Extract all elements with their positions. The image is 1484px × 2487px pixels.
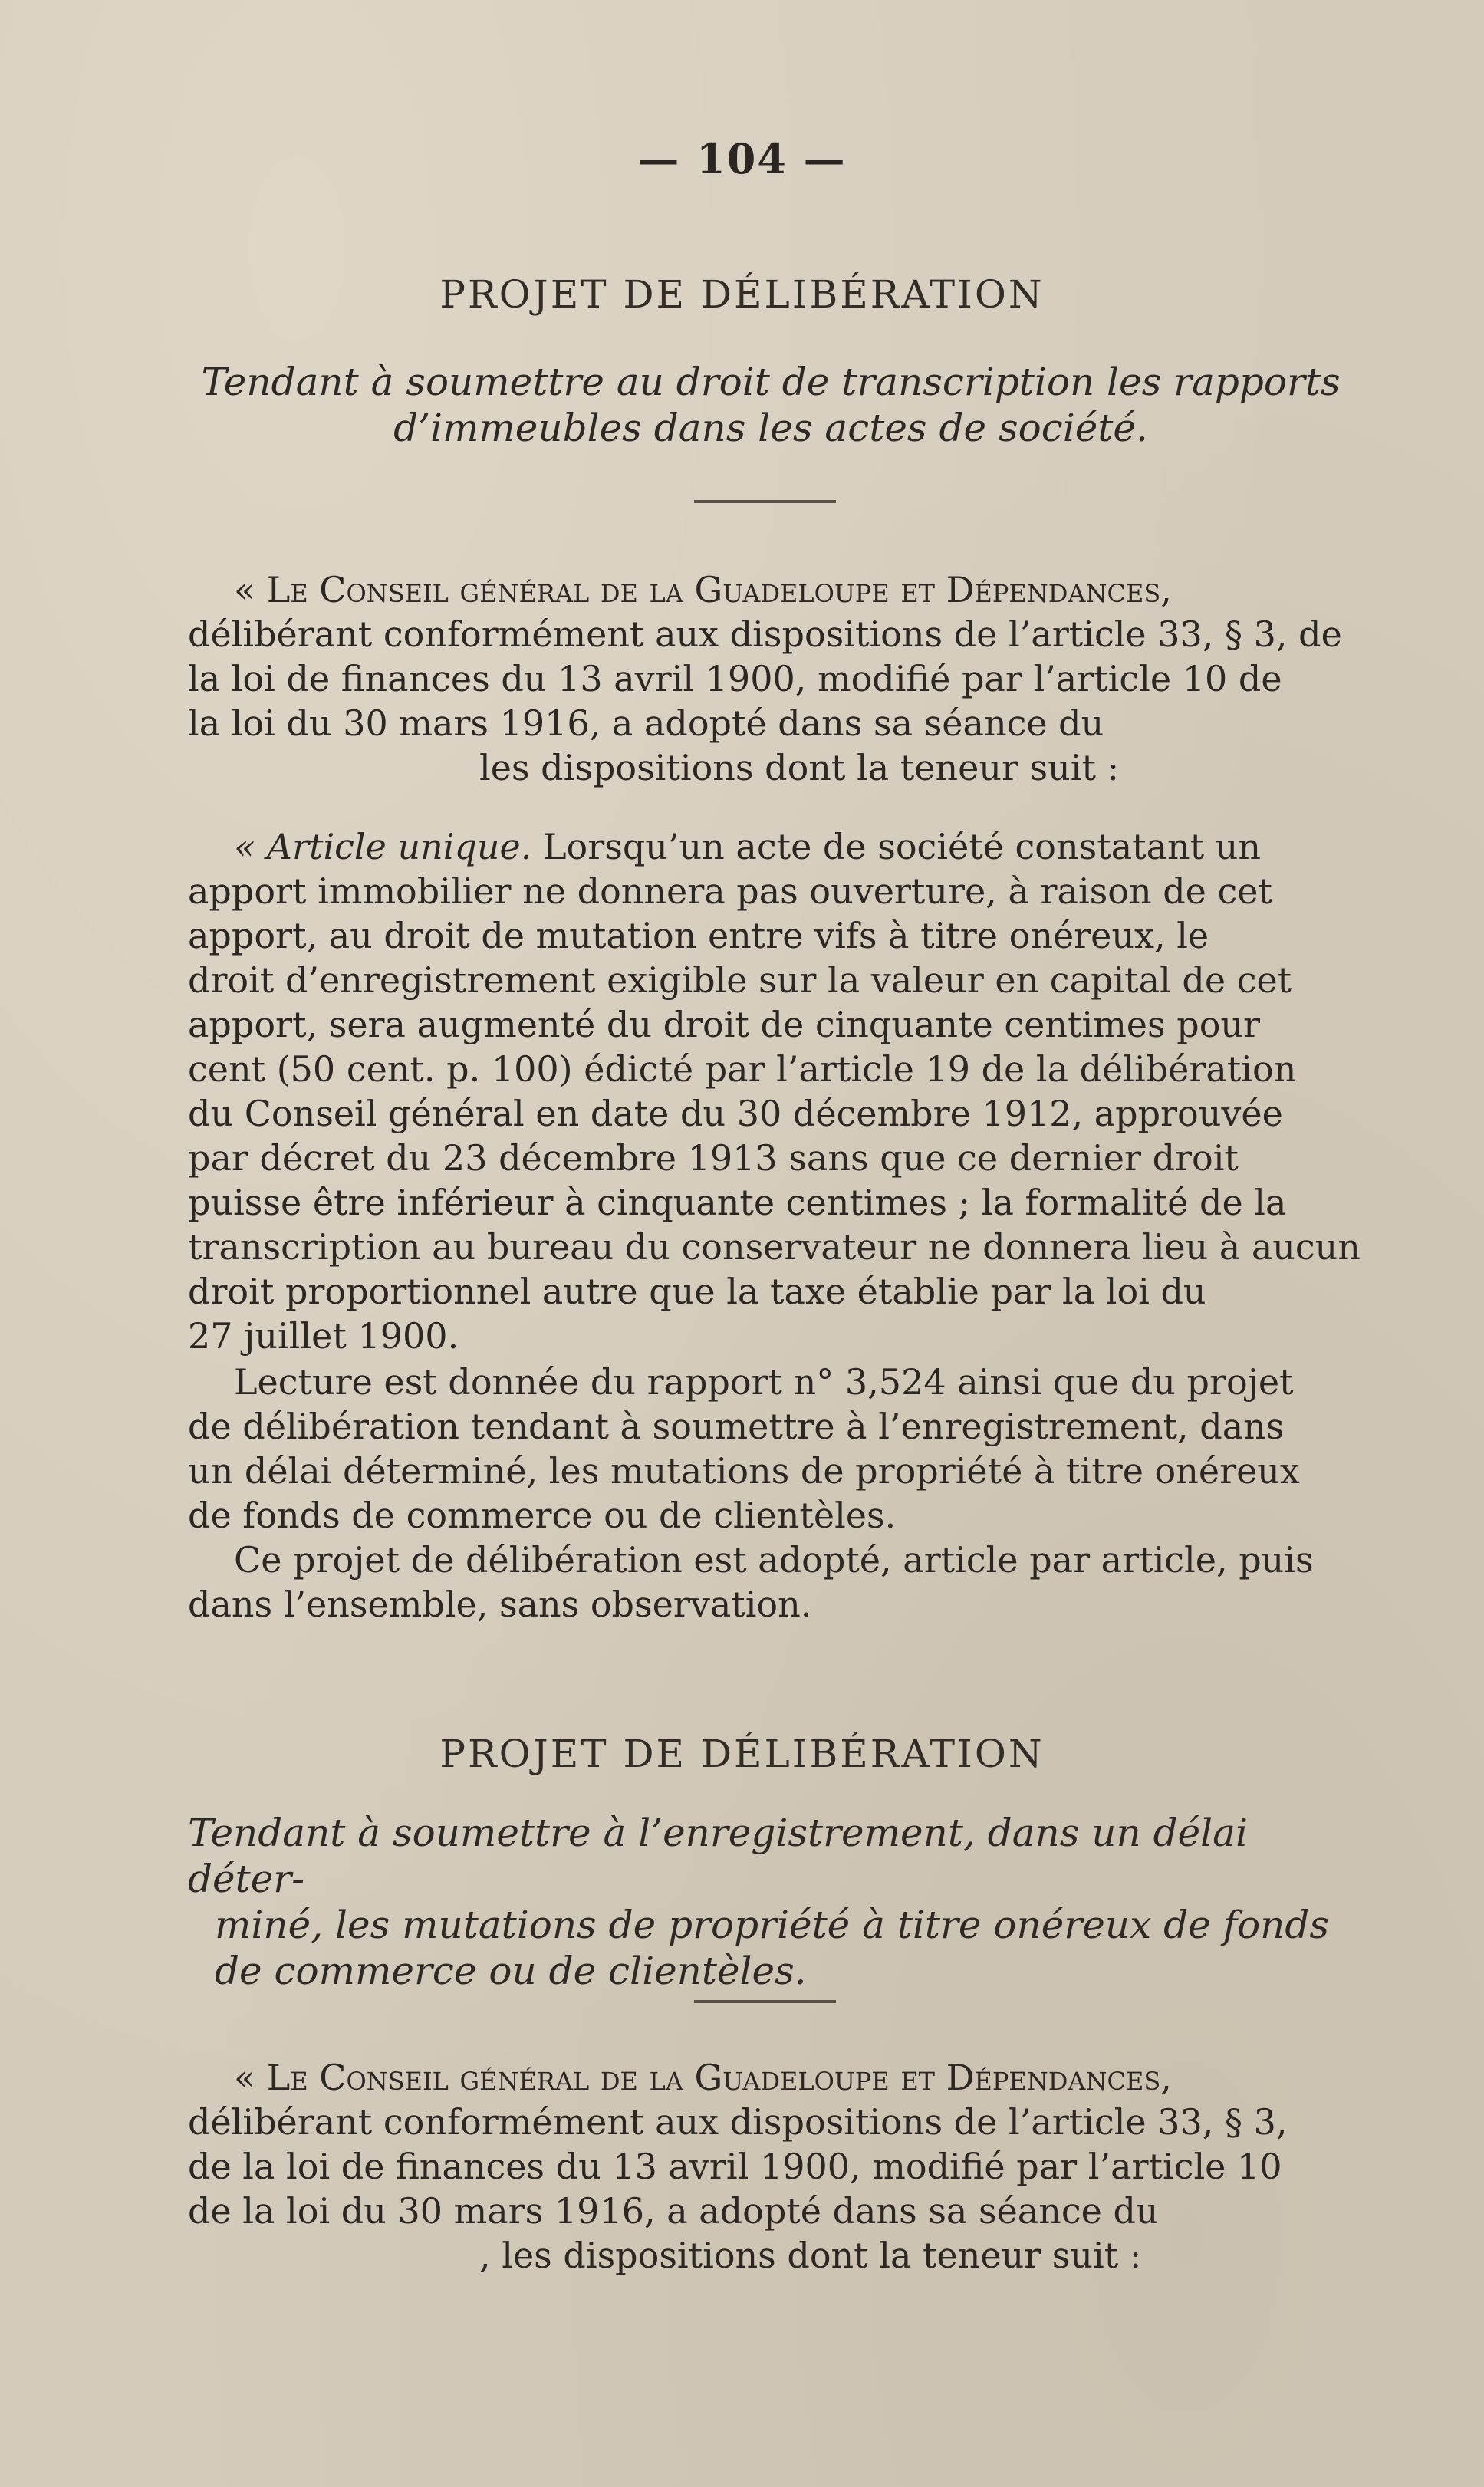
section-1-intro: [188, 567, 1354, 790]
section-2-subtitle-line: miné, les mutations de propriété à titre onéreux de fonds: [215, 1903, 1330, 1947]
reading-line: de fonds de commerce ou de clientèles.: [188, 1495, 897, 1536]
section-1-adoption: [188, 1538, 1354, 1627]
section-2-subtitle-line: de commerce ou de clientèles.: [215, 1949, 807, 1993]
article-line: apport immobilier ne donnera pas ouverture, à raison de cet: [188, 870, 1272, 912]
article-line: droit proportionnel autre que la taxe établie par la loi du: [188, 1271, 1206, 1312]
intro-line: , les dispositions dont la teneur suit :: [479, 2235, 1142, 2276]
reading-line: Lecture est donnée du rapport n° 3,524 ainsi que du projet: [234, 1361, 1294, 1403]
article-line: cent (50 cent. p. 100) édicté par l’article 19 de la délibération: [188, 1048, 1297, 1090]
intro-line: délibérant conformément aux dispositions de l’article 33, § 3, de: [188, 614, 1342, 655]
article-first-line: [188, 824, 1354, 869]
article-line: du Conseil général en date du 30 décembre 1912, approuvée: [188, 1093, 1283, 1134]
article-line: transcription au bureau du conservateur ne donnera lieu à aucun: [188, 1226, 1361, 1268]
reading-line: un délai déterminé, les mutations de propriété à titre onéreux: [188, 1450, 1300, 1492]
section-1-subtitle-line: Tendant à soumettre au droit de transcription les rapports: [201, 360, 1341, 404]
section-1-article: [188, 824, 1361, 1358]
section-1-subtitle: [188, 359, 1354, 451]
adoption-line: dans l’ensemble, sans observation.: [188, 1584, 812, 1625]
article-line: par décret du 23 décembre 1913 sans que ce dernier droit: [188, 1137, 1239, 1179]
article-line: apport, sera augmenté du droit de cinquante centimes pour: [188, 1004, 1261, 1045]
section-1-title: PROJET DE DÉLIBÉRATION: [439, 272, 1045, 317]
reading-line: de délibération tendant à soumettre à l’enregistrement, dans: [188, 1406, 1285, 1447]
page-number: — 104 —: [637, 134, 847, 183]
section-1-subtitle-line: d’immeubles dans les actes de société.: [393, 406, 1148, 450]
article-line: 27 juillet 1900.: [188, 1315, 459, 1357]
intro-line: « Le Conseil général de la Guadeloupe et Dépendances,: [234, 2057, 1172, 2098]
intro-line: les dispositions dont la teneur suit :: [479, 747, 1120, 788]
intro-line: la loi de finances du 13 avril 1900, modifié par l’article 10 de: [188, 658, 1282, 699]
article-line: apport, au droit de mutation entre vifs à titre onéreux, le: [188, 915, 1209, 956]
intro-line: la loi du 30 mars 1916, a adopté dans sa séance du: [188, 702, 1104, 744]
article-line: Lorsqu’un acte de société constatant un: [543, 826, 1262, 867]
article-label: « Article unique.: [234, 826, 532, 867]
intro-line: de la loi de finances du 13 avril 1900, modifié par l’article 10: [188, 2146, 1282, 2187]
article-line: droit d’enregistrement exigible sur la valeur en capital de cet: [188, 959, 1292, 1001]
section-2-divider: [694, 2000, 836, 2003]
adoption-line: Ce projet de délibération est adopté, article par article, puis: [234, 1539, 1314, 1581]
intro-line: de la loi du 30 mars 1916, a adopté dans sa séance du: [188, 2190, 1159, 2232]
intro-line: « Le Conseil général de la Guadeloupe et Dépendances,: [234, 569, 1172, 610]
section-1-reading: [188, 1360, 1354, 1538]
section-2-title: PROJET DE DÉLIBÉRATION: [439, 1732, 1045, 1776]
section-1-divider: [694, 500, 836, 503]
section-2-intro: [188, 2055, 1354, 2278]
section-2-subtitle-line: Tendant à soumettre à l’enregistrement, dans un délai déter-: [188, 1811, 1248, 1901]
section-2-subtitle: [188, 1810, 1354, 1994]
intro-line: délibérant conformément aux dispositions de l’article 33, § 3,: [188, 2101, 1288, 2143]
article-line: puisse être inférieur à cinquante centimes ; la formalité de la: [188, 1182, 1287, 1223]
